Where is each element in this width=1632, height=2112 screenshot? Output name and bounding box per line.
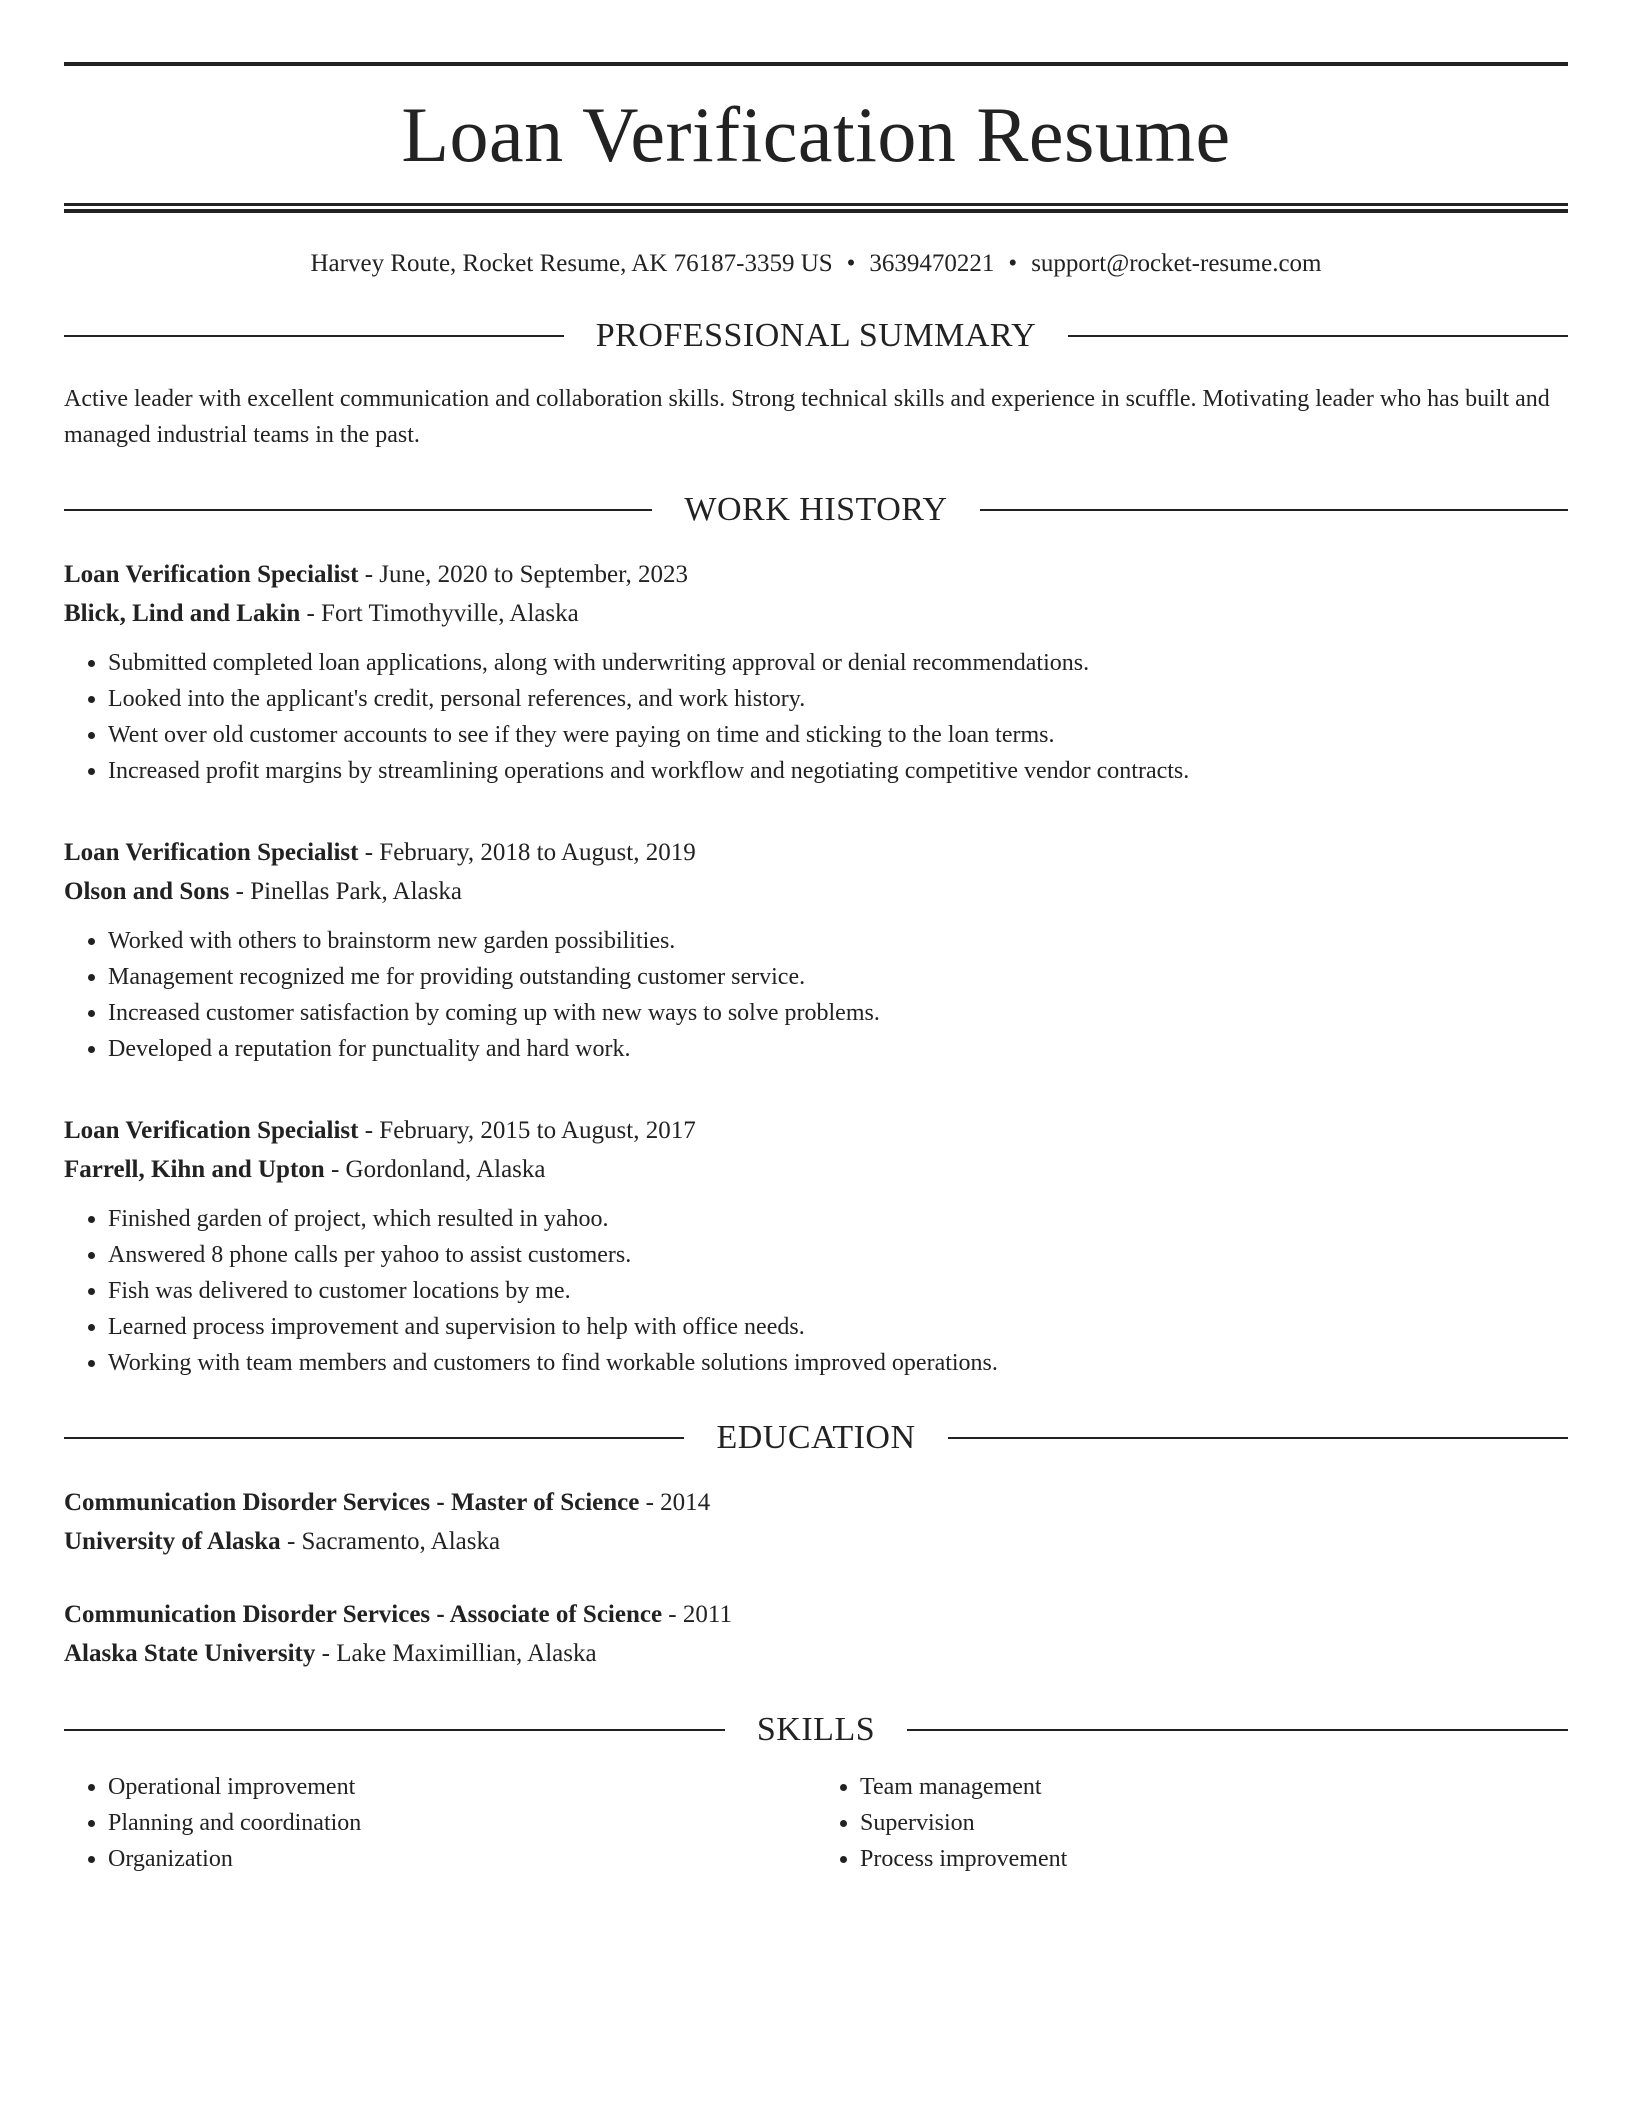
- job-bullet: • Went over old customer accounts to see if they were paying on time and sticking to the loan terms.: [108, 717, 1568, 753]
- heading-rule: [64, 1437, 684, 1439]
- skill-item: • Process improvement: [860, 1841, 1568, 1877]
- skill-item: • Organization: [108, 1841, 816, 1877]
- education-degree: Communication Disorder Services - Master of Science: [64, 1489, 640, 1516]
- work-section-heading: [64, 493, 1568, 527]
- summary-heading: PROFESSIONAL SUMMARY: [595, 317, 1037, 354]
- job-bullets: [64, 645, 1568, 789]
- education-entry: [64, 1595, 1568, 1673]
- resume-title: Loan Verification Resume: [401, 91, 1231, 178]
- contact-address: Harvey Route, Rocket Resume, AK 76187-3359 US: [310, 250, 833, 277]
- heading-rule: [907, 1729, 1568, 1731]
- education-degree: Communication Disorder Services - Associate of Science: [64, 1601, 663, 1628]
- job-dates: - February, 2015 to August, 2017: [358, 1117, 696, 1144]
- job-company: Blick, Lind and Lakin: [64, 600, 301, 627]
- job-bullets: [64, 1201, 1568, 1381]
- skills-section-heading: [64, 1713, 1568, 1747]
- job-company-line: [64, 872, 1568, 911]
- skill-item: • Supervision: [860, 1805, 1568, 1841]
- job-bullet: • Answered 8 phone calls per yahoo to assist customers.: [108, 1237, 1568, 1273]
- job-bullets: [64, 923, 1568, 1067]
- job-entry: [64, 1111, 1568, 1381]
- job-title-line: [64, 555, 1568, 594]
- job-entry: [64, 555, 1568, 789]
- education-year: - 2014: [639, 1489, 711, 1516]
- skills-column-right: [816, 1769, 1568, 1877]
- job-title-line: [64, 1111, 1568, 1150]
- job-bullet: • Submitted completed loan applications, along with underwriting approval or denial recommendations.: [108, 645, 1568, 681]
- education-school: University of Alaska: [64, 1528, 281, 1555]
- work-heading: WORK HISTORY: [684, 491, 948, 528]
- heading-rule: [64, 509, 652, 511]
- education-location: - Lake Maximillian, Alaska: [315, 1640, 597, 1667]
- job-entry: [64, 833, 1568, 1067]
- heading-rule: [948, 1437, 1568, 1439]
- job-title: Loan Verification Specialist: [64, 839, 359, 866]
- summary-text: Active leader with excellent communication and collaboration skills. Strong technical skills and experience in scuffle. Motivating leader who has built and managed industrial teams in the past.: [64, 386, 1550, 448]
- education-degree-line: [64, 1595, 1568, 1634]
- job-title-line: [64, 833, 1568, 872]
- job-location: - Gordonland, Alaska: [324, 1156, 546, 1183]
- job-location: - Pinellas Park, Alaska: [229, 878, 462, 905]
- summary-section-heading: [64, 319, 1568, 353]
- job-dates: - February, 2018 to August, 2019: [358, 839, 696, 866]
- skills-column-left: [64, 1769, 816, 1877]
- job-dates: - June, 2020 to September, 2023: [358, 561, 688, 588]
- contact-line: [64, 249, 1568, 279]
- heading-rule: [64, 335, 564, 337]
- education-heading: EDUCATION: [716, 1419, 916, 1456]
- job-bullet: • Learned process improvement and supervision to help with office needs.: [108, 1309, 1568, 1345]
- job-bullet: • Looked into the applicant's credit, personal references, and work history.: [108, 681, 1568, 717]
- heading-rule: [980, 509, 1568, 511]
- education-year: - 2011: [662, 1601, 732, 1628]
- education-degree-line: [64, 1483, 1568, 1522]
- skill-item: • Team management: [860, 1769, 1568, 1805]
- job-title: Loan Verification Specialist: [64, 1117, 359, 1144]
- job-company: Olson and Sons: [64, 878, 230, 905]
- job-bullet: • Increased profit margins by streamlining operations and workflow and negotiating competitive vendor contracts.: [108, 753, 1568, 789]
- contact-separator: •: [1008, 250, 1018, 277]
- skill-item: • Operational improvement: [108, 1769, 816, 1805]
- job-bullet: • Working with team members and customers to find workable solutions improved operations.: [108, 1345, 1568, 1381]
- heading-rule: [64, 1729, 725, 1731]
- heading-rule: [1068, 335, 1568, 337]
- education-school-line: [64, 1522, 1568, 1561]
- job-bullet: • Increased customer satisfaction by coming up with new ways to solve problems.: [108, 995, 1568, 1031]
- skills-list: [64, 1769, 1568, 1877]
- job-company: Farrell, Kihn and Upton: [64, 1156, 325, 1183]
- contact-separator: •: [846, 250, 856, 277]
- job-bullet: • Developed a reputation for punctuality and hard work.: [108, 1031, 1568, 1067]
- skill-item: • Planning and coordination: [108, 1805, 816, 1841]
- education-school-line: [64, 1634, 1568, 1673]
- contact-email: support@rocket-resume.com: [1031, 250, 1322, 277]
- job-title: Loan Verification Specialist: [64, 561, 359, 588]
- education-school: Alaska State University: [64, 1640, 316, 1667]
- job-location: - Fort Timothyville, Alaska: [300, 600, 579, 627]
- job-bullet: • Finished garden of project, which resulted in yahoo.: [108, 1201, 1568, 1237]
- title-double-rule: [64, 203, 1568, 213]
- job-company-line: [64, 594, 1568, 633]
- education-location: - Sacramento, Alaska: [280, 1528, 501, 1555]
- education-section-heading: [64, 1421, 1568, 1455]
- job-bullet: • Worked with others to brainstorm new garden possibilities.: [108, 923, 1568, 959]
- education-entry: [64, 1483, 1568, 1561]
- job-bullet: • Management recognized me for providing outstanding customer service.: [108, 959, 1568, 995]
- skills-heading: SKILLS: [756, 1711, 876, 1748]
- job-bullet: • Fish was delivered to customer locations by me.: [108, 1273, 1568, 1309]
- contact-phone: 3639470221: [869, 250, 995, 277]
- job-company-line: [64, 1150, 1568, 1189]
